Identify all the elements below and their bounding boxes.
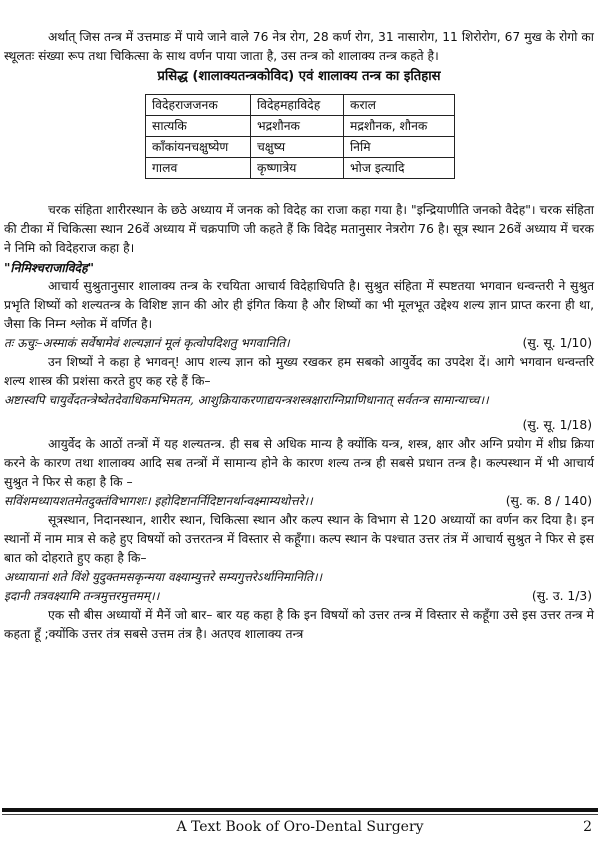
footer-book-title: A Text Book of Oro-Dental Surgery [176,819,424,835]
footer-divider [2,808,598,812]
section-heading: प्रसिद्ध (शालाक्यतन्त्रकोविद) एवं शालाक्य तन्त्र का इतिहास [157,69,441,84]
verse-line [4,334,594,353]
table-row [146,116,455,137]
verse-reference: (सु. सू. 1/18) [522,418,592,432]
table-cell: कृष्णात्रेय [251,158,344,179]
table-row [146,95,455,116]
paragraph-uttaratantra: एक सौ बीस अध्यायों में मैनें जो बार– बार यह कहा है कि इन विषयों को उत्तर तन्त्र में विस्तार से कहूँगा उसे इस उत्तर तन्त्र मे कहता हूँ ;क्योंकि उत्तर तंत्र सबसे उत्तम तंत्र है। अतएव शालाक्य तन्त्र [4,608,594,641]
table-cell: भद्रशौनक [251,116,344,137]
table-cell: काँकांयनचक्षुष्येण [146,137,251,158]
verse-text: अध्यायानां शते विंशे युदुक्तमसकृन्मया वक्ष्याम्युत्तरे सम्यगुत्तरेऽर्थानिमानिति।। [4,570,323,584]
paragraph-intro: अर्थात् जिस तन्त्र में उत्तमाङ में पाये जाने वाले 76 नेत्र रोग, 28 कर्ण रोग, 31 नासारोग, 11 शिरोरोग, 67 मुख के रोगो का स्थूलतः संख्या रूप तथा चिकित्सा के साथ वर्णन पाया जाता है, उस तन्त्र को शालाक्य तन्त्र कहते है। [4,30,594,63]
verse-reference: (सु. सू. 1/10) [522,336,592,350]
verse-text: अष्टास्वपि चायुर्वेदतन्त्रेष्वेतदेवाधिकमभिमतम, आशुक्रियाकरणाद्ययन्त्रशस्त्रक्षाराग्निप्राणिधानात् सर्वतन्त्र सामान्याच्च।। [4,393,489,407]
verse-line [4,492,594,511]
verse-reference: (सु. उ. 1/3) [531,589,592,603]
verse-text: इदानी तत्रवक्ष्यामि तन्त्रमुत्तरमुत्तमम्।। [4,589,160,603]
verse-text: सविंशमध्यायशतमेतदुक्तंविभागशः। इहोदिष्टानर्निदिष्टानर्थान्वक्ष्माम्यथोत्तरे।। [4,494,313,508]
table-cell: विदेहमहाविदेह [251,95,344,116]
verse-text: तः ऊचुः–अस्माकं सर्वेषामेवं शल्यज्ञानं मूलं कृत्वोपदिशतु भगवानिति। [4,336,290,350]
table-cell: कराल [344,95,455,116]
page-number: 2 [583,819,592,835]
paragraph-charaka: चरक संहिता शारीरस्थान के छठे अध्याय में जनक को विदेह का राजा कहा गया है। "इन्द्रियाणीति जनको वैदेह"। चरक संहिता की टीका में चिकित्सा स्थान 26वें अध्याय में चक्रपाणि जी कहते हैं कि विदेह मतानुसार नेत्ररोग 76 है। सूत्र स्थान 26वें अध्याय में चरक ने निमि को विदेहराज कहा है। [4,203,594,255]
paragraph-sushruta: आचार्य सुश्रुतानुसार शालाक्य तन्त्र के रचयिता आचार्य विदेहाधिपति है। सुश्रुत संहिता में स्पष्टतया भगवान धन्वन्तरी ने सुश्रुत प्रभृति शिष्यों को शल्यतन्त्र के विशिष्ट ज्ञान की ओर ही इंगित किया है और शिष्यों का भी मूलभूत उद्देश्य शल्य ज्ञान प्राप्त करना ही था, जैसा कि निम्न श्लोक में वर्णित है। [4,279,594,331]
table-cell: मद्रशौनक, शौनक [344,116,455,137]
table-cell: विदेहराजजनक [146,95,251,116]
table-row [146,137,455,158]
footer-divider-thin [2,814,598,815]
table-cell: निमि [344,137,455,158]
table-row [146,158,455,179]
paragraph-shalya: आयुर्वेद के आठों तन्त्रों में यह शल्यतन्त्र. ही सब से अधिक मान्य है क्योंकि यन्त्र, शस्त्र, क्षार और अग्नि प्रयोग में शीघ्र क्रिया करने के कारण तथा शालाक्य आदि सब तन्त्रों में सामान्य होने के कारण शल्य तन्त्र ही सबसे प्रधान तन्त्र है। कल्पस्थान में भी आचार्य सुश्रुत ने फिर से कहा है कि – [4,437,594,489]
subheading-nimi: "निमिश्चराजाविदेह" [4,260,95,275]
table-cell: सात्यकि [146,116,251,137]
scholars-table [145,94,455,179]
table-cell: भोज इत्यादि [344,158,455,179]
verse-line [4,587,594,606]
table-cell: चक्षुष्य [251,137,344,158]
table-cell: गालव [146,158,251,179]
verse-reference: (सु. क. 8 / 140) [505,494,592,508]
paragraph-sthanas: सूत्रस्थान, निदानस्थान, शारीर स्थान, चिकित्सा स्थान और कल्प स्थान के विभाग से 120 अध्यायों का वर्णन कर दिया है। इन स्थानों में नाम मात्र से कहे हुए विषयों को उत्तरतन्त्र में विस्तार से कहूँगा। कल्प स्थान के पश्चात उत्तर तंत्र में आचार्य सुश्रुत ने फिर से इस बात को दोहराते हुए कहा है कि– [4,513,594,565]
paragraph-disciples: उन शिष्यों ने कहा हे भगवन्! आप शल्य ज्ञान को मुख्य रखकर हम सबको आयुर्वेद का उपदेश दें। आगे भगवान धन्वन्तरि शल्य शास्त्र की प्रशंसा करते हुए कह रहे हैं कि– [4,355,594,388]
page-content [4,28,594,644]
